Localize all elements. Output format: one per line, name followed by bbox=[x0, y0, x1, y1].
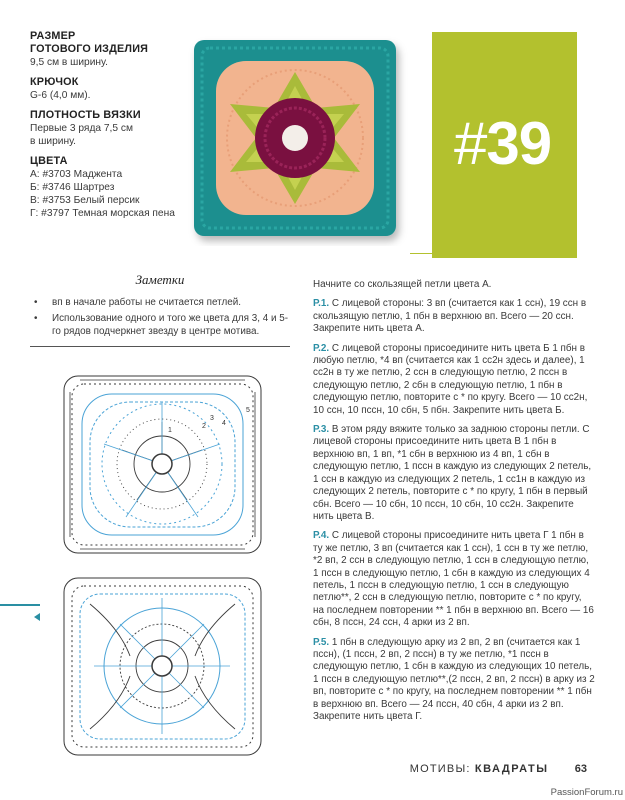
round-5: Р.5. 1 пбн в следующую арку из 2 вп, 2 вп (считается как 1 пссн), (1 пссн, 2 вп, 2 пссн) в ту же петлю, *1 пссн в следующую петлю, 1 сбн в каждую из следующих 10 петель, 1 пссн в следующую петлю**,(2 пссн, 2 вп, 2 пссн) в арку из 2 вп, повторите с * по кругу, на последнем повторении ** 1 пбн в верхнюю вп. Всего — 24 пссн, 40 сбн, 4 арки из 2 вп. Закрепите нить цвета Г. bbox=[313, 636, 595, 722]
color-b: Б: #3746 Шартрез bbox=[30, 182, 115, 193]
page-number: 63 bbox=[574, 763, 587, 775]
page-footer bbox=[410, 763, 587, 775]
svg-text:3: 3 bbox=[210, 415, 214, 422]
gauge-heading: ПЛОТНОСТЬ ВЯЗКИ bbox=[30, 109, 141, 121]
crochet-square-photo bbox=[188, 34, 410, 246]
pattern-number: #39 bbox=[454, 110, 552, 177]
badge-divider bbox=[410, 253, 432, 254]
gauge-value-2: в ширину. bbox=[30, 136, 76, 147]
side-marker-arrow-icon bbox=[34, 613, 40, 621]
size-heading-1: РАЗМЕР bbox=[30, 30, 76, 42]
colors-heading: ЦВЕТА bbox=[30, 155, 68, 167]
footer-section: КВАДРАТЫ bbox=[474, 763, 549, 775]
pattern-number-badge bbox=[432, 32, 577, 258]
round-1: Р.1. С лицевой стороны: 3 вп (считается как 1 ссн), 19 ссн в скользящую петлю, 1 пбн в верхнюю вп. Всего — 20 ссн. Закрепите нить цвета А. bbox=[313, 298, 587, 335]
note-item: • вп в начале работы не считается петлей. bbox=[30, 297, 290, 309]
color-d: Г: #3797 Темная морская пена bbox=[30, 208, 175, 219]
side-marker-line bbox=[0, 604, 40, 606]
svg-text:1: 1 bbox=[168, 427, 172, 434]
color-c: В: #3753 Белый персик bbox=[30, 195, 140, 206]
instructions bbox=[313, 279, 595, 730]
notes-divider bbox=[30, 346, 290, 347]
round-4: Р.4. С лицевой стороны присоедините нить цвета Г 1 пбн в ту же петлю, 3 вп (считается как 1 ссн), 1 ссн в ту же петлю, *2 вп, 2 ссн в следующую петлю, 1 ссн в следующую петлю, 1 пссн в следующую петлю, 1 сбн в каждую из следующих 4 петель, 1 пссн в следующую петлю, 1 ссн в следующую петлю**, 2 ссн в следующую петлю, повторите с * по кругу, на последнем повторении ** 1 пбн в верхнюю вп. Всего — 16 сбн, 8 пссн, 24 ссн, 4 арки из 2 вп. bbox=[313, 530, 594, 629]
crochet-chart-full-square bbox=[60, 574, 265, 759]
instructions-intro: Начните со скользящей петли цвета А. bbox=[313, 279, 492, 290]
crochet-chart-rounds-1-5 bbox=[60, 372, 265, 557]
svg-text:5: 5 bbox=[246, 407, 250, 414]
pattern-specs bbox=[30, 30, 205, 220]
footer-prefix: МОТИВЫ: bbox=[409, 763, 471, 775]
notes-title: Заметки bbox=[135, 272, 185, 287]
round-2: Р.2. С лицевой стороны присоедините нить цвета Б 1 пбн в любую петлю, *4 вп (считается как 1 сс2н здесь и далее), 1 сс2н в ту же петлю, 2 ссн в следующую петлю, 2 пссн в следующую петлю, 2 сбн в следующую петлю, 1 пбн в следующую петлю, повторите с * по кругу. Всего — 10 сс2н, 10 ссн, 10 пссн, 10 сбн, 5 пбн. Закрепите нить цвета Б. bbox=[313, 342, 588, 416]
notes-list bbox=[30, 297, 290, 338]
hook-value: G-6 (4,0 мм). bbox=[30, 90, 91, 101]
size-value: 9,5 см в ширину. bbox=[30, 57, 108, 68]
round-3: Р.3. В этом ряду вяжите только за заднюю стороны петли. С лицевой стороны присоедините нить цвета В 1 пбн в верхнюю вп, 1 вп, *1 сбн в верхнюю из 4 вп, 1 сбн в следующую петлю, 1 пссн в каждую из следующих 2 петель, 1 ссн в каждую из следующих 2 петель, 1 сс1н в каждую из следующих 2 петель, повторите с * по кругу, 1 пбн в первый сбн. Всего — 10 сбн, 10 пссн, 10 сбн, 10 сс2н. Закрепите нить цвета В. bbox=[313, 424, 592, 522]
size-heading-2: ГОТОВОГО ИЗДЕЛИЯ bbox=[30, 43, 149, 55]
note-item: • Использование одного и того же цвета для 3, 4 и 5-го рядов подчеркнет звезду в центре мотива. bbox=[30, 313, 290, 338]
watermark: PassionForum.ru bbox=[550, 787, 623, 798]
hook-heading: КРЮЧОК bbox=[30, 76, 79, 88]
notes-section bbox=[30, 272, 290, 347]
color-a: А: #3703 Маджента bbox=[30, 169, 123, 180]
gauge-value-1: Первые 3 ряда 7,5 см bbox=[30, 123, 133, 134]
svg-text:2: 2 bbox=[202, 423, 206, 430]
svg-text:4: 4 bbox=[222, 420, 226, 427]
